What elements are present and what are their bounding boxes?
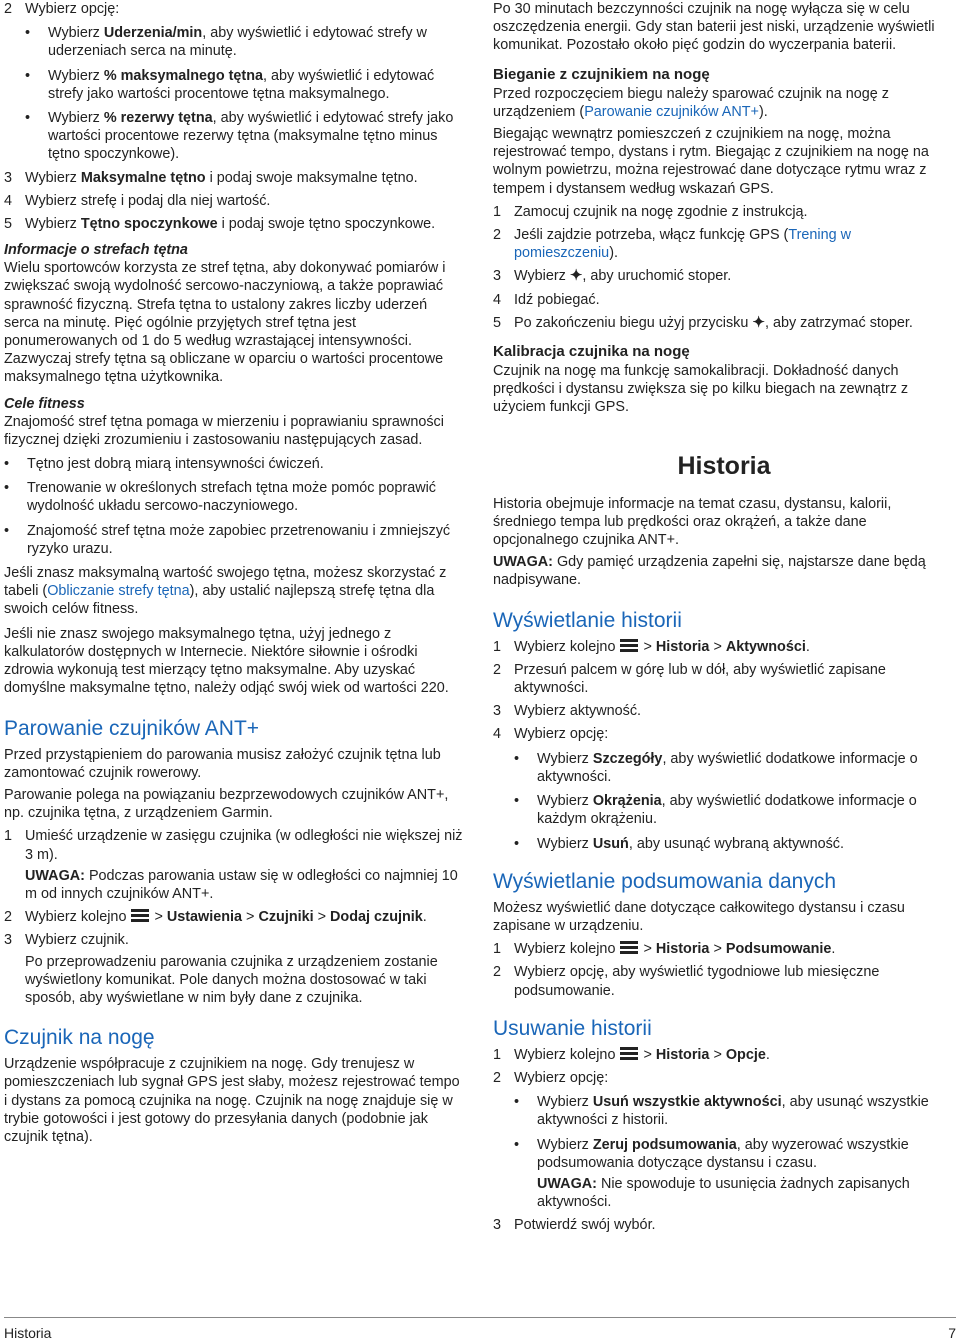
section-heading: Wyświetlanie podsumowania danych xyxy=(493,869,836,893)
footer-section: Historia xyxy=(4,1325,52,1341)
list-item: • Wybierz Usuń, aby usunąć wybraną aktywność. xyxy=(493,835,955,853)
chapter-title: Historia xyxy=(677,451,771,480)
step-text: Wybierz opcję: xyxy=(25,1,120,17)
list-item: • Trenowanie w określonych strefach tętna może pomóc poprawić wydolność układu sercowo-naczyniowego. xyxy=(4,479,466,515)
note: UWAGA: Podczas parowania ustaw się w odległości co najmniej 10 m od innych czujników ANT+. xyxy=(25,867,458,902)
menu-icon xyxy=(620,639,638,652)
paragraph: Wielu sportowców korzysta ze stref tętna, aby dokonywać pomiarów i zwiększać swoją wydolność sercowo-naczyniową, a także poprawiać sprawność fizyczną. Strefa tętna to ustalony zakres liczby uderzeń serca na minutę. Pięć ogólnie przyjętych stref tętna jest ponumerowanych od 1 do 5 według wzrastającej intensywności. Zazwyczaj strefy tętna są obliczane w oparciu o wartości procentowe maksymalnego tętna użytkownika. xyxy=(4,260,446,386)
menu-icon xyxy=(620,941,638,954)
step: 3 Wybierz aktywność. xyxy=(493,703,642,720)
step: 1 Wybierz kolejno > Historia > Opcje. xyxy=(493,1046,770,1063)
menu-icon xyxy=(131,909,149,922)
step: 2 Wybierz kolejno > Ustawienia > Czujniki > Dodaj czujnik. xyxy=(4,909,427,926)
note: Po przeprowadzeniu parowania czujnika z urządzeniem zostanie wyświetlony komunikat. Pole danych można dostosować w taki sposób, aby wyświetlane w nim były dane z czujnika. xyxy=(25,953,438,1006)
step: 1 Wybierz kolejno > Historia > Aktywności. xyxy=(493,638,810,655)
section-heading: Wyświetlanie historii xyxy=(493,608,682,632)
list-item: • Wybierz Uderzenia/min, aby wyświetlić i edytować strefy w uderzeniach serca na minutę. xyxy=(4,24,466,60)
run-icon: ✦ xyxy=(752,313,765,331)
step: 4 Wybierz strefę i podaj dla niej wartość. xyxy=(4,192,271,209)
list-item: • Wybierz Szczegóły, aby wyświetlić dodatkowe informacje o aktywności. xyxy=(493,750,955,786)
step: 2 Jeśli zajdzie potrzeba, włącz funkcję GPS (Trening w pomieszczeniu). xyxy=(493,227,851,262)
paragraph: Jeśli znasz maksymalną wartość swojego tętna, możesz skorzystać z tabeli (Obliczanie strefy tętna), aby ustalić najlepszą strefę tętna dla swoich celów fitness. xyxy=(4,565,447,618)
section-heading: Parowanie czujników ANT+ xyxy=(4,716,260,740)
right-column xyxy=(493,0,955,1235)
link-ant-pairing[interactable]: Parowanie czujników ANT+ xyxy=(584,103,759,120)
menu-icon xyxy=(620,1047,638,1060)
list-item: • Znajomość stref tętna może zapobiec przetrenowaniu i zmniejszyć ryzyko urazu. xyxy=(4,522,466,558)
list-item: • Tętno jest dobrą miarą intensywności ćwiczeń. xyxy=(4,455,466,473)
paragraph: Jeśli nie znasz swojego maksymalnego tętna, użyj jednego z kalkulatorów dostępnych w Internecie. Niektóre siłownie i ośrodki zdrowia wykonują test mierzący tętno maksymalne. Aby uzyskać domyślne maksymalne tętno, należy odjąć swój wiek od wartości 220. xyxy=(4,625,449,697)
step: 5 Po zakończeniu biegu użyj przycisku ✦, aby zatrzymać stoper. xyxy=(493,313,913,331)
paragraph: Historia obejmuje informacje na temat czasu, dystansu, kalorii, średniego tempa lub prędkości oraz okrążeń, a także dane opcjonalnego czujnika ANT+. xyxy=(493,495,892,549)
step: 3 Wybierz ✦, aby uruchomić stoper. xyxy=(493,267,732,285)
section-heading: Cele fitness xyxy=(4,395,85,412)
list-item: • Wybierz Usuń wszystkie aktywności, aby usunąć wszystkie aktywności z historii. xyxy=(493,1093,955,1129)
step: 2 Wybierz opcję, aby wyświetlić tygodniowe lub miesięczne podsumowanie. xyxy=(493,964,880,999)
list-item: • Wybierz Okrążenia, aby wyświetlić dodatkowe informacje o każdym okrążeniu. xyxy=(493,792,955,828)
step: 5 Wybierz Tętno spoczynkowe i podaj swoje tętno spoczynkowe. xyxy=(4,216,436,233)
section-heading: Usuwanie historii xyxy=(493,1016,652,1040)
step: 2 Wybierz opcję: xyxy=(493,1069,609,1086)
list-item: • Wybierz % rezerwy tętna, aby wyświetlić i edytować strefy jako wartości procentowe rezerwy tętna (maksymalne tętno minus tętno spoczynkowe). xyxy=(4,109,466,164)
paragraph: Możesz wyświetlić dane dotyczące całkowitego dystansu i czasu zapisane w urządzeniu. xyxy=(493,899,905,934)
page-number: 7 xyxy=(948,1325,956,1341)
paragraph: Znajomość stref tętna pomaga w mierzeniu i poprawianiu sprawności fizycznej dzięki zrozumieniu i zastosowaniu następujących zasad. xyxy=(4,413,444,448)
footer-divider xyxy=(4,1317,956,1318)
step: 3 Wybierz Maksymalne tętno i podaj swoje maksymalne tętno. xyxy=(4,169,418,186)
paragraph: Przed przystąpieniem do parowania musisz założyć czujnik tętna lub zamontować czujnik rowerowy. xyxy=(4,746,441,781)
paragraph: Biegając wewnątrz pomieszczeń z czujnikiem na nogę, można rejestrować tempo, dystans i rytm. Biegając z czujnikiem na nogę na wolnym powietrzu, można rejestrować dane dotyczące rytmu wraz z tempem i dystansem według wskazań GPS. xyxy=(493,126,929,197)
step: 1 Zamocuj czujnik na nogę zgodnie z instrukcją. xyxy=(493,203,808,220)
step-number: 2 xyxy=(4,1,13,17)
step: 1 Umieść urządzenie w zasięgu czujnika (w odległości nie większej niż 3 m). xyxy=(4,828,463,863)
paragraph: Przed rozpoczęciem biegu należy sparować czujnik na nogę z urządzeniem (Parowanie czujników ANT+). xyxy=(493,85,889,120)
list-item: • Wybierz Zeruj podsumowania, aby wyzerować wszystkie podsumowania dotyczące dystansu i czasu. xyxy=(493,1136,955,1172)
run-icon: ✦ xyxy=(569,267,583,285)
step: 2 Przesuń palcem w górę lub w dół, aby wyświetlić zapisane aktywności. xyxy=(493,661,886,697)
link-indoor-training[interactable]: Trening w pomieszczeniu xyxy=(514,227,851,262)
note: UWAGA: Gdy pamięć urządzenia zapełni się, najstarsze dane będą nadpisywane. xyxy=(493,554,926,589)
paragraph: Po 30 minutach bezczynności czujnik na nogę wyłącza się w celu oszczędzenia energii. Gdy stan baterii jest niski, urządzenie wyświetli komunikat. Pozostało około pięć godzin do wyczerpania baterii. xyxy=(493,1,935,54)
step xyxy=(4,0,466,18)
link-hr-zones[interactable]: Obliczanie strefy tętna xyxy=(47,583,190,600)
section-heading: Czujnik na nogę xyxy=(4,1026,155,1050)
left-column xyxy=(4,0,466,1146)
step: 1 Wybierz kolejno > Historia > Podsumowanie. xyxy=(493,941,836,958)
paragraph: Czujnik na nogę ma funkcję samokalibracji. Dokładność danych prędkości i dystansu zwiększa się po kilku biegach na zewnątrz z użyciem funkcji GPS. xyxy=(493,363,909,416)
note: UWAGA: Nie spowoduje to usunięcia żadnych zapisanych aktywności. xyxy=(537,1175,910,1211)
paragraph: Urządzenie współpracuje z czujnikiem na nogę. Gdy trenujesz w pomieszczeniach lub sygnał GPS jest słaby, możesz rejestrować tempo i dystans za pomocą czujnika na nogę. Czujnik na nogę znajduje się w trybie gotowości i jest gotowy do przesyłania danych (podobnie jak czujnik tętna). xyxy=(4,1056,460,1145)
step: 4 Idź pobiegać. xyxy=(493,291,600,308)
step: 3 Potwierdź swój wybór. xyxy=(493,1217,656,1234)
section-heading: Bieganie z czujnikiem na nogę xyxy=(493,65,710,83)
step: 4 Wybierz opcję: xyxy=(493,726,609,743)
step: 3 Wybierz czujnik. xyxy=(4,932,129,949)
section-heading: Informacje o strefach tętna xyxy=(4,242,188,259)
list-item: • Wybierz % maksymalnego tętna, aby wyświetlić i edytować strefy jako wartości procentowe tętna maksymalnego. xyxy=(4,67,466,103)
paragraph: Parowanie polega na powiązaniu bezprzewodowych czujników ANT+, np. czujnika tętna, z urządzeniem Garmin. xyxy=(4,786,449,822)
section-heading: Kalibracja czujnika na nogę xyxy=(493,343,690,361)
